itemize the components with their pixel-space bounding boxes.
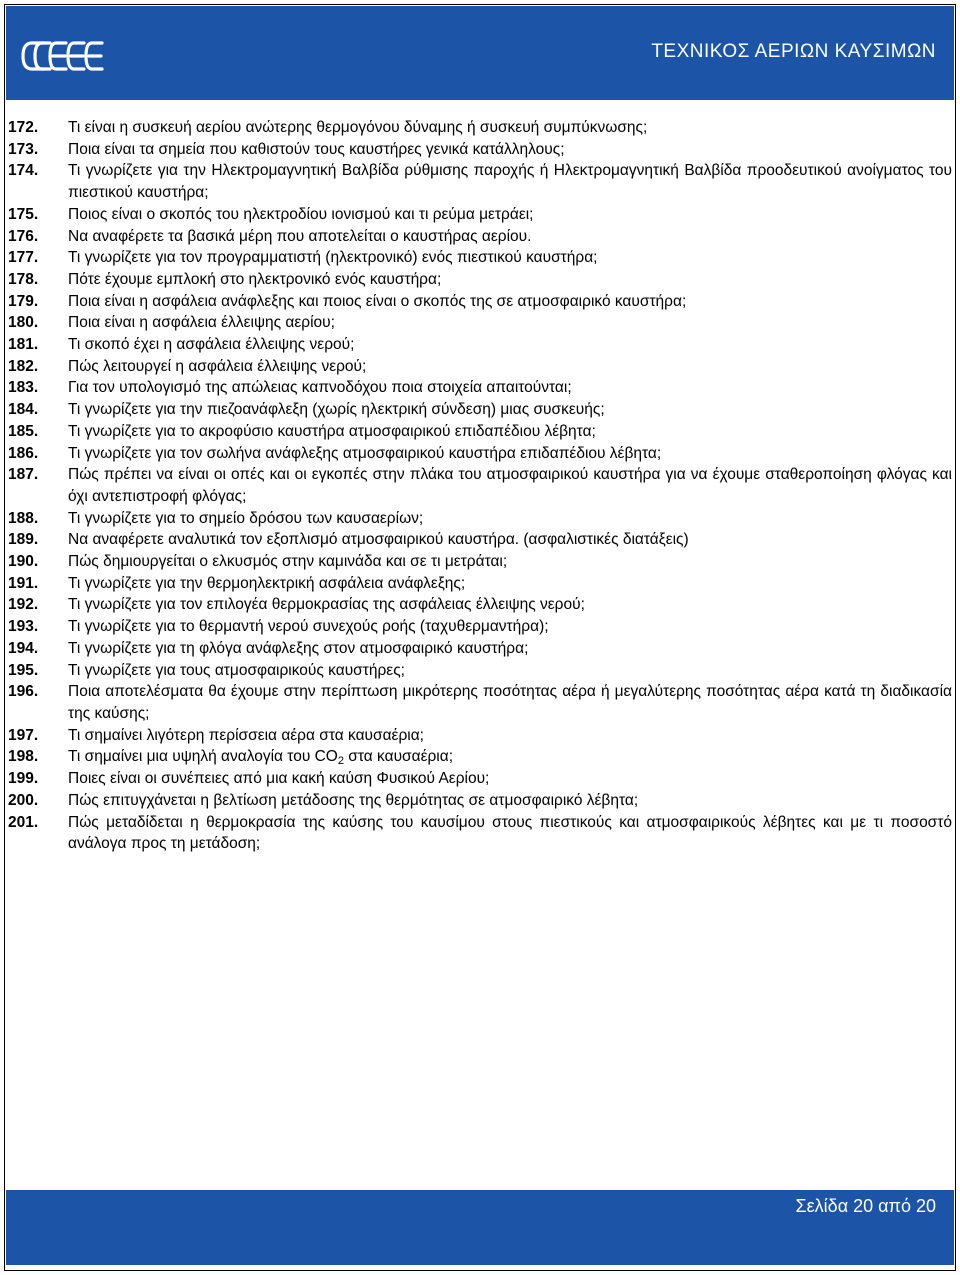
- question-number: 178.: [8, 270, 39, 288]
- question-number: 193.: [8, 618, 39, 636]
- question-text: Να αναφέρετε αναλυτικά τον εξοπλισμό ατμοσφαιρικού καυστήρα. (ασφαλιστικές διατάξεις): [68, 531, 689, 549]
- question-number: 192.: [8, 596, 39, 614]
- question-item: [8, 377, 952, 399]
- question-number: 194.: [8, 639, 39, 657]
- question-item: [8, 421, 952, 443]
- question-text: Τι γνωρίζετε για το σημείο δρόσου των καυσαερίων;: [68, 509, 424, 527]
- question-number: 189.: [8, 531, 39, 549]
- question-item: [8, 139, 952, 161]
- question-text: Ποια είναι η ασφάλεια ανάφλεξης και ποιος είναι ο σκοπός της σε ατμοσφαιρικό καυστήρα;: [68, 292, 687, 310]
- question-item: [8, 594, 952, 616]
- question-item: [8, 746, 952, 768]
- question-item: [8, 768, 952, 790]
- question-number: 195.: [8, 661, 39, 679]
- question-text: Πώς μεταδίδεται η θερμοκρασία της καύσης του καυσίμου στους πιεστικούς και ατμοσφαιρικούς λέβητες και με τι ποσοστό ανάλογα προς τη μετάδοση;: [68, 813, 952, 853]
- question-number: 180.: [8, 314, 39, 332]
- question-item: [8, 638, 952, 660]
- question-list: [8, 117, 952, 855]
- question-item: [8, 399, 952, 421]
- question-number: 175.: [8, 205, 39, 223]
- question-item: [8, 725, 952, 747]
- question-item: [8, 269, 952, 291]
- question-text: Πώς επιτυγχάνεται η βελτίωση μετάδοσης της θερμότητας σε ατμοσφαιρικό λέβητα;: [68, 791, 639, 809]
- question-number: 201.: [8, 813, 39, 831]
- question-text: Τι γνωρίζετε για την πιεζοανάφλεξη (χωρίς ηλεκτρική σύνδεση) μιας συσκευής;: [68, 401, 605, 419]
- question-text: Τι γνωρίζετε για το θερμαντή νερού συνεχούς ροής (ταχυθερμαντήρα);: [68, 618, 549, 636]
- question-text-after: στα καυσαέρια;: [344, 748, 454, 766]
- question-text: Ποιες είναι οι συνέπειες από μια κακή καύση Φυσικού Αερίου;: [68, 770, 490, 788]
- question-number: 182.: [8, 357, 39, 375]
- question-text: Τι γνωρίζετε για τον σωλήνα ανάφλεξης ατμοσφαιρικού καυστήρα επιδαπέδιου λέβητα;: [68, 444, 662, 462]
- question-text-before: Τι σημαίνει μια υψηλή αναλογία του CO: [68, 748, 338, 766]
- question-text: Πώς λειτουργεί η ασφάλεια έλλειψης νερού;: [68, 357, 367, 375]
- question-number: 197.: [8, 726, 39, 744]
- question-item: [8, 117, 952, 139]
- question-text: Να αναφέρετε τα βασικά μέρη που αποτελείται ο καυστήρας αερίου.: [68, 227, 532, 245]
- question-number: 188.: [8, 509, 39, 527]
- question-item: [8, 226, 952, 248]
- question-number: 181.: [8, 336, 39, 354]
- question-text: Ποια είναι η ασφάλεια έλλειψης αερίου;: [68, 314, 335, 332]
- question-text: Πώς πρέπει να είναι οι οπές και οι εγκοπές στην πλάκα του ατμοσφαιρικού καυστήρα για να έχουμε σταθεροποίηση φλόγας και όχι αντεπιστροφή φλόγας;: [68, 466, 952, 505]
- question-number: 200.: [8, 791, 39, 809]
- question-item: [8, 204, 952, 226]
- question-number: 177.: [8, 249, 39, 267]
- question-item: [8, 334, 952, 356]
- question-text: Τι γνωρίζετε για τη φλόγα ανάφλεξης στον ατμοσφαιρικό καυστήρα;: [68, 639, 529, 657]
- question-item: [8, 681, 952, 724]
- page-number: Σελίδα 20 από 20: [795, 1196, 936, 1216]
- question-item: [8, 443, 952, 465]
- question-item: [8, 160, 952, 203]
- question-number: 190.: [8, 553, 39, 571]
- question-item: [8, 573, 952, 595]
- question-text: Τι είναι η συσκευή αερίου ανώτερης θερμογόνου δύναμης ή συσκευή συμπύκνωσης;: [68, 119, 648, 136]
- question-number: 187.: [8, 466, 39, 484]
- question-text: Τι γνωρίζετε για το ακροφύσιο καυστήρα ατμοσφαιρικού επιδαπέδιου λέβητα;: [68, 422, 596, 440]
- question-item: [8, 312, 952, 334]
- question-text: Τι γνωρίζετε για τον προγραμματιστή (ηλεκτρονικό) ενός πιεστικού καυστήρα;: [68, 249, 598, 267]
- question-item: [8, 551, 952, 573]
- question-number: 179.: [8, 292, 39, 310]
- question-item: [8, 529, 952, 551]
- question-number: 174.: [8, 162, 39, 180]
- question-text: Τι σκοπό έχει η ασφάλεια έλλειψης νερού;: [68, 336, 355, 354]
- question-item: [8, 356, 952, 378]
- question-text: Ποια αποτελέσματα θα έχουμε στην περίπτωση μικρότερης ποσότητας αέρα ή μεγαλύτερης ποσότητας αέρα κατά τη διαδικασία της καύσης;: [68, 683, 952, 722]
- question-number: 184.: [8, 401, 39, 419]
- question-item: [8, 247, 952, 269]
- cee-logo-icon: [20, 38, 108, 74]
- question-text: Τι γνωρίζετε για την Ηλεκτρομαγνητική Βαλβίδα ρύθμισης παροχής ή Ηλεκτρομαγνητική Βαλβίδα προοδευτικού ανοίγματος του πιεστικού καυστήρα;: [68, 162, 952, 202]
- question-number: 173.: [8, 140, 39, 158]
- question-text: Τι γνωρίζετε για τον επιλογέα θερμοκρασίας της ασφάλειας έλλειψης νερού;: [68, 596, 585, 614]
- question-text: Πώς δημιουργείται ο ελκυσμός στην καμινάδα και σε τι μετράται;: [68, 553, 508, 571]
- question-item: [8, 508, 952, 530]
- question-text: [68, 746, 952, 768]
- question-number: 185.: [8, 422, 39, 440]
- question-number: 196.: [8, 683, 39, 701]
- question-item: [8, 291, 952, 313]
- question-text: Πότε έχουμε εμπλοκή στο ηλεκτρονικό ενός καυστήρα;: [68, 270, 442, 288]
- question-text: Τι σημαίνει λιγότερη περίσσεια αέρα στα καυσαέρια;: [68, 726, 424, 744]
- question-item: [8, 812, 952, 855]
- question-item: [8, 464, 952, 507]
- question-number: 199.: [8, 770, 39, 788]
- question-text: Για τον υπολογισμό της απώλειας καπνοδόχου ποια στοιχεία απαιτούνται;: [68, 379, 572, 397]
- question-item: [8, 616, 952, 638]
- subscript-2: 2: [337, 755, 344, 768]
- question-text: Τι γνωρίζετε για τους ατμοσφαιρικούς καυστήρες;: [68, 661, 405, 679]
- question-number: 172.: [8, 119, 39, 136]
- question-text: Τι γνωρίζετε για την θερμοηλεκτρική ασφάλεια ανάφλεξης;: [68, 574, 466, 592]
- question-text: Ποια είναι τα σημεία που καθιστούν τους καυστήρες γενικά κατάλληλους;: [68, 140, 565, 158]
- question-number: 186.: [8, 444, 39, 462]
- question-number: 198.: [8, 748, 39, 766]
- question-number: 176.: [8, 227, 39, 245]
- header-title: ΤΕΧΝΙΚΟΣ ΑΕΡΙΩΝ ΚΑΥΣΙΜΩΝ: [651, 41, 936, 62]
- question-text: Ποιος είναι ο σκοπός του ηλεκτροδίου ιονισμού και τι ρεύμα μετράει;: [68, 205, 534, 223]
- question-item: [8, 660, 952, 682]
- question-number: 183.: [8, 379, 39, 397]
- question-item: [8, 790, 952, 812]
- question-number: 191.: [8, 574, 39, 592]
